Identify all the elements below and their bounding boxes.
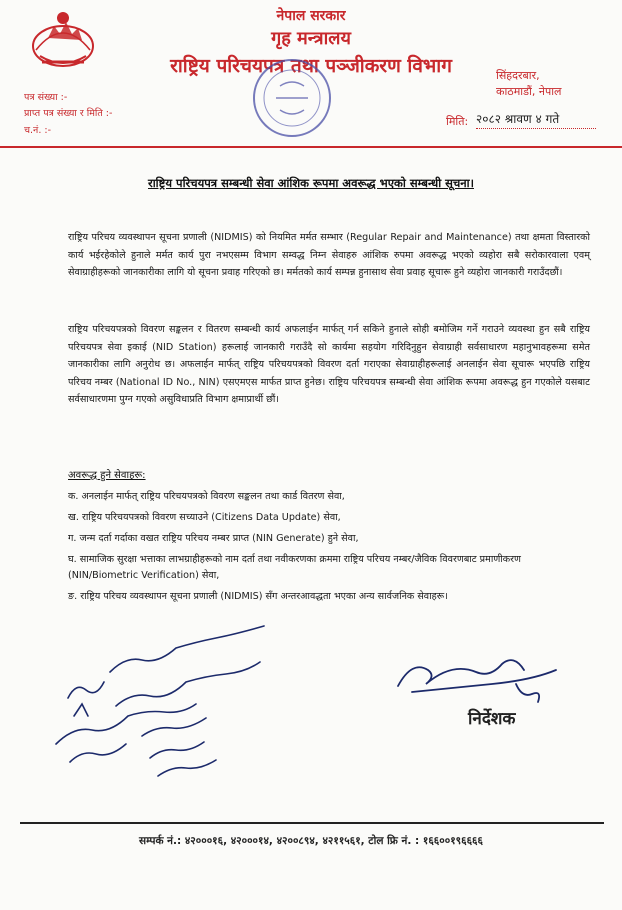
list-item: ख. राष्ट्रिय परिचयपत्रको विवरण सच्याउने (Citizens Data Update) सेवा, [68, 512, 341, 523]
notice-subject [0, 176, 622, 191]
handwritten-endorsement [46, 612, 296, 782]
address-line-1: सिंहदरबार, [496, 69, 540, 82]
director-signature [392, 640, 562, 710]
date-label: मिति: [446, 115, 469, 128]
department-heading: राष्ट्रिय परिचयपत्र तथा पञ्जीकरण विभाग [170, 55, 452, 77]
date-value: २०८२ श्रावण ४ गते [476, 110, 596, 129]
paragraph-1: राष्ट्रिय परिचय व्यवस्थापन सूचना प्रणाली (NIDMIS) को नियमित मर्मत सम्भार (Regular Repair and Maintenance) तथा क्षमता विस्तारको कार्य भईरहेकोले हुनाले मर्मत कार्य पुरा नभएसम्म विभाग सम्वद्ध निम्न सेवाहरु आंशिक रुपमा अवरूद्ध भएको व्यहोरा सबै सरोकारवाला एवम् सेवाग्राहीहरूको जानकारीका लागि यो सूचना प्रवाह गरिएको छ। मर्मतको कार्य सम्पन्न हुनासाथ सेवा प्रवाह सूचारू हुने व्यहोरा जानकारी गराउँदछौं। [68, 232, 590, 279]
address-line-2: काठमाडौं, नेपाल [496, 85, 562, 98]
list-item: ग. जन्म दर्ता गर्दाका वखत राष्ट्रिय परिचय नम्बर प्राप्त (NIN Generate) हुने सेवा, [68, 533, 359, 544]
subject-text: राष्ट्रिय परिचयपत्र सम्बन्धी सेवा आंशिक रूपमा अवरूद्ध भएको सम्बन्धी सूचना। [148, 176, 474, 190]
official-stamp [236, 56, 348, 142]
letterhead-divider [0, 146, 622, 148]
list-item: ङ. राष्ट्रिय परिचय व्यवस्थापन सूचना प्रणाली (NIDMIS) सँग अन्तरआवद्धता भएका अन्य सार्वजनिक सेवाहरू। [68, 591, 448, 602]
ministry-heading: गृह मन्त्रालय [271, 28, 351, 49]
list-item: क. अनलाईन मार्फत् राष्ट्रिय परिचयपत्रको विवरण सङ्कलन तथा कार्ड वितरण सेवा, [68, 491, 345, 502]
dispatch-number-label: च.नं. :- [24, 125, 51, 136]
affected-services-list [68, 489, 590, 610]
contact-footer: सम्पर्क नं.: ४२०००१६, ४२०००१४, ४२००८९४, ४२११५६१, टोल फ्रि नं. : १६६००१९६६६६ [139, 835, 483, 847]
list-item: घ. सामाजिक सुरक्षा भत्ताका लाभग्राहीहरूको नाम दर्ता तथा नवीकरणका क्रममा राष्ट्रिय परिचय नम्बर/जैविक विवरणबाट प्रमाणीकरण (NIN/Biometric Verification) सेवा, [68, 554, 521, 581]
affected-services-heading: अवरूद्ध हुने सेवाहरू: [68, 470, 146, 481]
government-heading: नेपाल सरकार [276, 8, 346, 24]
signer-designation: निर्देशक [468, 709, 516, 729]
footer-divider [20, 822, 604, 824]
paragraph-2: राष्ट्रिय परिचयपत्रको विवरण सङ्कलन र वितरण सम्बन्धी कार्य अफलाईन मार्फत् गर्न सकिने हुनाले सोही बमोजिम गर्ने गराउने व्यवस्था हुन सबै राष्ट्रिय परिचयपत्र सेवा इकाई (NID Station) हरूलाई जानकारी गराउँदै सो कार्यमा सहयोग गरिदिनुहुन सेवाग्राही सर्वसाधारण महानुभावहरूमा समेत जानकारीका लागि अनुरोध छ। अफलाईन मार्फत् राष्ट्रिय परिचयपत्रको विवरण दर्ता गराएका सेवाग्राहीहरूलाई अनलाईन सेवा सूचारू भएपछि राष्ट्रिय परिचय नम्बर (National ID No., NIN) एसएमएस मार्फत प्राप्त हुनेछ। राष्ट्रिय परिचयपत्र सम्बन्धी सेवा आंशिक रूपमा अवरूद्ध हुन गएकोले यसबाट सर्वसाधारणमा पुग्न गएको असुविधाप्रति विभाग क्षमाप्रार्थी छौं। [68, 324, 590, 406]
letter-number-label: पत्र संख्या :- [24, 92, 68, 103]
inward-number-label: प्राप्त पत्र संख्या र मिति :- [24, 108, 113, 119]
